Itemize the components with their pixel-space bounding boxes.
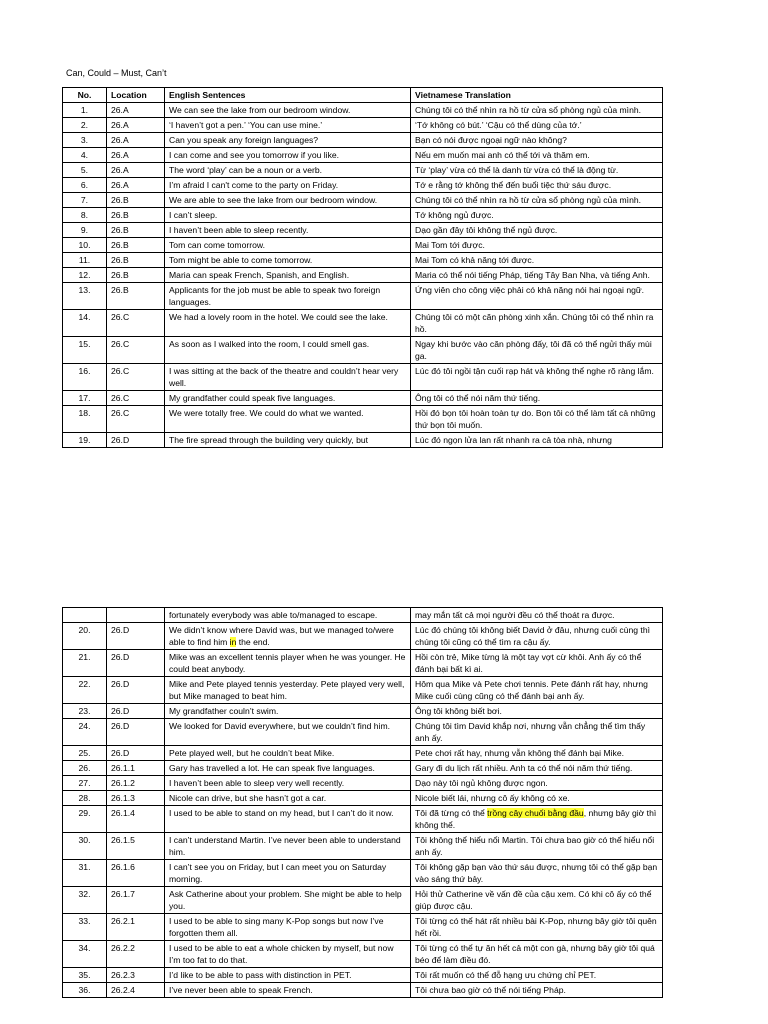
row-location: 26.A [107, 178, 165, 193]
row-number: 32. [63, 887, 107, 914]
row-number: 21. [63, 650, 107, 677]
row-vietnamese: Từ ‘play’ vừa có thể là danh từ vừa có thể là động từ. [411, 163, 663, 178]
table-row [63, 677, 663, 704]
row-number: 28. [63, 791, 107, 806]
row-location: 26.D [107, 433, 165, 448]
table-row [63, 310, 663, 337]
row-number: 12. [63, 268, 107, 283]
row-number: 31. [63, 860, 107, 887]
table-row [63, 268, 663, 283]
row-location: 26.D [107, 746, 165, 761]
row-location: 26.A [107, 133, 165, 148]
table-header-row [63, 88, 663, 103]
row-english: Nicole can drive, but she hasn’t got a car. [165, 791, 411, 806]
row-number: 13. [63, 283, 107, 310]
row-number: 7. [63, 193, 107, 208]
table-row [63, 103, 663, 118]
row-vietnamese: Ứng viên cho công việc phải có khả năng nói hai ngoại ngữ. [411, 283, 663, 310]
row-vietnamese: Tôi không gặp bạn vào thứ sáu được, nhưng tôi có thể gặp bạn vào sáng thứ bảy. [411, 860, 663, 887]
row-vietnamese: Chúng tôi có thể nhìn ra hồ từ cửa sổ phòng ngủ của mình. [411, 193, 663, 208]
row-english: My grandfather could speak five languages. [165, 391, 411, 406]
row-number: 16. [63, 364, 107, 391]
row-vietnamese: Hỏi thử Catherine về vấn đề của cậu xem. Có khi cô ấy có thể giúp được cậu. [411, 887, 663, 914]
row-english: I haven’t been able to sleep recently. [165, 223, 411, 238]
row-number: 24. [63, 719, 107, 746]
row-number: 23. [63, 704, 107, 719]
row-number: 1. [63, 103, 107, 118]
row-location: 26.2.1 [107, 914, 165, 941]
row-vietnamese: Ngay khi bước vào căn phòng đấy, tôi đã có thể ngửi thấy mùi ga. [411, 337, 663, 364]
table-row [63, 118, 663, 133]
row-english: Can you speak any foreign languages? [165, 133, 411, 148]
row-english: I can’t understand Martin. I’ve never been able to understand him. [165, 833, 411, 860]
row-english: Mike was an excellent tennis player when he was younger. He could beat anybody. [165, 650, 411, 677]
row-number: 17. [63, 391, 107, 406]
vietnamese-text: Tôi đã từng có thể [415, 808, 488, 818]
row-english: I can come and see you tomorrow if you like. [165, 148, 411, 163]
row-location: 26.D [107, 623, 165, 650]
row-vietnamese: Tôi từng có thể hát rất nhiều bài K-Pop, nhưng bây giờ tôi quên hết rồi. [411, 914, 663, 941]
table-row [63, 623, 663, 650]
table-row [63, 983, 663, 998]
table-row [63, 806, 663, 833]
row-english: Applicants for the job must be able to speak two foreign languages. [165, 283, 411, 310]
sentence-table-page-1 [62, 87, 663, 448]
vietnamese-text-end: , nhưng bây giờ thì không thể. [415, 808, 657, 830]
row-location: 26.C [107, 337, 165, 364]
row-number: 3. [63, 133, 107, 148]
row-location: 26.C [107, 310, 165, 337]
table-row [63, 337, 663, 364]
row-number: 5. [63, 163, 107, 178]
row-vietnamese [411, 806, 663, 833]
row-vietnamese: Tôi từng có thể tự ăn hết cả một con gà, nhưng bây giờ tôi quá béo để làm điều đó. [411, 941, 663, 968]
row-location: 26.C [107, 364, 165, 391]
row-english: As soon as I walked into the room, I could smell gas. [165, 337, 411, 364]
row-vietnamese: Tôi không thể hiểu nổi Martin. Tôi chưa bao giờ có thể hiểu nổi anh ấy. [411, 833, 663, 860]
row-location: 26.A [107, 103, 165, 118]
row-english: We looked for David everywhere, but we couldn’t find him. [165, 719, 411, 746]
row-english: My grandfather couln’t swim. [165, 704, 411, 719]
row-vietnamese: Chúng tôi có thể nhìn ra hồ từ cửa sổ phòng ngủ của mình. [411, 103, 663, 118]
row-location: 26.1.7 [107, 887, 165, 914]
row-number: 25. [63, 746, 107, 761]
row-location: 26.C [107, 391, 165, 406]
header-no: No. [63, 88, 107, 103]
row-location: 26.B [107, 193, 165, 208]
row-vietnamese: Lúc đó chúng tôi không biết David ở đâu, nhưng cuối cùng thì chúng tôi cũng có thể tìm ra cậu ấy. [411, 623, 663, 650]
row-vietnamese: Chúng tôi có một căn phòng xinh xắn. Chúng tôi có thể nhìn ra hồ. [411, 310, 663, 337]
row-english: Pete played well, but he couldn’t beat Mike. [165, 746, 411, 761]
row-location: 26.1.2 [107, 776, 165, 791]
row-number: 8. [63, 208, 107, 223]
row-number: 20. [63, 623, 107, 650]
table-row [63, 178, 663, 193]
row-vietnamese: Lúc đó tôi ngồi tận cuối rạp hát và không thể nghe rõ ràng lắm. [411, 364, 663, 391]
table-row [63, 914, 663, 941]
row-vietnamese: Maria có thể nói tiếng Pháp, tiếng Tây Ban Nha, và tiếng Anh. [411, 268, 663, 283]
row-vietnamese: Tôi chưa bao giờ có thể nói tiếng Pháp. [411, 983, 663, 998]
row-number: 15. [63, 337, 107, 364]
highlighted-word: in [229, 637, 237, 647]
table-row [63, 163, 663, 178]
row-number: 22. [63, 677, 107, 704]
row-english: Ask Catherine about your problem. She might be able to help you. [165, 887, 411, 914]
table-row [63, 650, 663, 677]
row-location: 26.2.4 [107, 983, 165, 998]
row-location: 26.B [107, 268, 165, 283]
row-number: 4. [63, 148, 107, 163]
row-location: 26.1.1 [107, 761, 165, 776]
row-location: 26.B [107, 238, 165, 253]
table-row [63, 208, 663, 223]
table-row [63, 364, 663, 391]
table-row [63, 968, 663, 983]
row-english: We were totally free. We could do what we wanted. [165, 406, 411, 433]
row-english: Tom might be able to come tomorrow. [165, 253, 411, 268]
row-number [63, 608, 107, 623]
row-english: I’m afraid I can't come to the party on Friday. [165, 178, 411, 193]
table-row [63, 746, 663, 761]
row-number: 9. [63, 223, 107, 238]
row-number: 2. [63, 118, 107, 133]
row-number: 27. [63, 776, 107, 791]
table-row [63, 283, 663, 310]
row-english: The word ‘play’ can be a noun or a verb. [165, 163, 411, 178]
row-vietnamese: Tớ e rằng tớ không thể đến buổi tiệc thứ sáu được. [411, 178, 663, 193]
row-vietnamese: Dạo này tôi ngủ không được ngon. [411, 776, 663, 791]
row-vietnamese: Hôm qua Mike và Pete chơi tennis. Pete đánh rất hay, nhưng Mike cuối cùng cũng có thể đánh bại anh ấy. [411, 677, 663, 704]
row-english: I’ve never been able to speak French. [165, 983, 411, 998]
row-vietnamese: Hồi đó bọn tôi hoàn toàn tự do. Bọn tôi có thể làm tất cả những thứ bọn tôi muốn. [411, 406, 663, 433]
row-vietnamese: Chúng tôi tìm David khắp nơi, nhưng vẫn chẳng thể tìm thấy anh ấy. [411, 719, 663, 746]
table-row [63, 791, 663, 806]
row-english: The fire spread through the building very quickly, but [165, 433, 411, 448]
row-english: We are able to see the lake from our bedroom window. [165, 193, 411, 208]
table-row [63, 193, 663, 208]
table-row [63, 776, 663, 791]
row-location: 26.1.6 [107, 860, 165, 887]
row-location: 26.B [107, 223, 165, 238]
row-english: I used to be able to sing many K-Pop songs but now I’ve forgotten them all. [165, 914, 411, 941]
row-vietnamese: Gary đi du lịch rất nhiều. Anh ta có thể nói năm thứ tiếng. [411, 761, 663, 776]
row-english: fortunately everybody was able to/managed to escape. [165, 608, 411, 623]
row-location: 26.2.2 [107, 941, 165, 968]
table-row [63, 833, 663, 860]
row-english: Tom can come tomorrow. [165, 238, 411, 253]
row-number: 10. [63, 238, 107, 253]
row-vietnamese: Ông tôi có thể nói năm thứ tiếng. [411, 391, 663, 406]
table-row [63, 887, 663, 914]
row-vietnamese: ‘Tớ không có bút.’ ‘Cậu có thể dùng của tớ.’ [411, 118, 663, 133]
row-vietnamese: Lúc đó ngọn lửa lan rất nhanh ra cả tòa nhà, nhưng [411, 433, 663, 448]
table-row [63, 704, 663, 719]
row-english: I used to be able to eat a whole chicken by myself, but now I’m too fat to do that. [165, 941, 411, 968]
table-row [63, 719, 663, 746]
row-number: 26. [63, 761, 107, 776]
row-vietnamese: Dạo gần đây tôi không thể ngủ được. [411, 223, 663, 238]
table-row [63, 391, 663, 406]
row-location: 26.1.4 [107, 806, 165, 833]
row-vietnamese: Nếu em muốn mai anh có thể tới và thăm em. [411, 148, 663, 163]
table-row [63, 148, 663, 163]
header-english: English Sentences [165, 88, 411, 103]
row-location [107, 608, 165, 623]
table-row [63, 406, 663, 433]
row-number: 35. [63, 968, 107, 983]
row-location: 26.C [107, 406, 165, 433]
row-number: 19. [63, 433, 107, 448]
row-number: 33. [63, 914, 107, 941]
row-english: We had a lovely room in the hotel. We could see the lake. [165, 310, 411, 337]
row-location: 26.D [107, 704, 165, 719]
table-row [63, 238, 663, 253]
row-english: I used to be able to stand on my head, but I can’t do it now. [165, 806, 411, 833]
row-english: I’d like to be able to pass with distinction in PET. [165, 968, 411, 983]
row-location: 26.A [107, 148, 165, 163]
document-title: Can, Could – Must, Can’t [66, 68, 167, 78]
row-location: 26.D [107, 677, 165, 704]
table-row [63, 941, 663, 968]
row-location: 26.A [107, 118, 165, 133]
row-location: 26.B [107, 253, 165, 268]
table-row [63, 133, 663, 148]
row-number: 18. [63, 406, 107, 433]
row-vietnamese: Mai Tom có khả năng tới được. [411, 253, 663, 268]
row-location: 26.1.3 [107, 791, 165, 806]
row-english: ‘I haven’t got a pen.’ ‘You can use mine.’ [165, 118, 411, 133]
row-number: 36. [63, 983, 107, 998]
header-vietnamese: Vietnamese Translation [411, 88, 663, 103]
row-vietnamese: Nicole biết lái, nhưng cô ấy không có xe. [411, 791, 663, 806]
row-number: 6. [63, 178, 107, 193]
row-number: 34. [63, 941, 107, 968]
row-number: 29. [63, 806, 107, 833]
row-vietnamese: Pete chơi rất hay, nhưng vẫn không thể đánh bại Mike. [411, 746, 663, 761]
row-english: We can see the lake from our bedroom window. [165, 103, 411, 118]
row-vietnamese: Tớ không ngủ được. [411, 208, 663, 223]
row-location: 26.D [107, 719, 165, 746]
row-english [165, 623, 411, 650]
row-english: I was sitting at the back of the theatre and couldn’t hear very well. [165, 364, 411, 391]
table-row [63, 761, 663, 776]
header-location: Location [107, 88, 165, 103]
table-row [63, 253, 663, 268]
row-location: 26.2.3 [107, 968, 165, 983]
row-location: 26.D [107, 650, 165, 677]
table-row [63, 223, 663, 238]
row-vietnamese: Tôi rất muốn có thể đỗ hạng ưu chứng chỉ PET. [411, 968, 663, 983]
row-english: Mike and Pete played tennis yesterday. Pete played very well, but Mike managed to beat him. [165, 677, 411, 704]
highlighted-phrase: trồng cây chuối bằng đầu [487, 808, 584, 818]
english-text-end: the end. [236, 637, 270, 647]
row-location: 26.A [107, 163, 165, 178]
row-english: Maria can speak French, Spanish, and English. [165, 268, 411, 283]
row-location: 26.B [107, 208, 165, 223]
row-english: I can’t see you on Friday, but I can meet you on Saturday morning. [165, 860, 411, 887]
english-text: We didn’t know where David was, but we managed to/were able to find him [169, 625, 394, 647]
row-vietnamese: Ông tôi không biết bơi. [411, 704, 663, 719]
row-english: I can’t sleep. [165, 208, 411, 223]
row-number: 14. [63, 310, 107, 337]
row-number: 30. [63, 833, 107, 860]
row-vietnamese: Mai Tom tới được. [411, 238, 663, 253]
sentence-table-page-2 [62, 607, 663, 998]
table-row [63, 860, 663, 887]
row-number: 11. [63, 253, 107, 268]
row-location: 26.1.5 [107, 833, 165, 860]
row-vietnamese: may mắn tất cả mọi người đều có thể thoát ra được. [411, 608, 663, 623]
table-row [63, 433, 663, 448]
row-english: Gary has travelled a lot. He can speak five languages. [165, 761, 411, 776]
row-vietnamese: Bạn có nói được ngoại ngữ nào không? [411, 133, 663, 148]
table-row [63, 608, 663, 623]
row-english: I haven’t been able to sleep very well recently. [165, 776, 411, 791]
row-location: 26.B [107, 283, 165, 310]
row-vietnamese: Hồi còn trẻ, Mike từng là một tay vợt cừ khôi. Anh ấy có thể đánh bại bất kì ai. [411, 650, 663, 677]
